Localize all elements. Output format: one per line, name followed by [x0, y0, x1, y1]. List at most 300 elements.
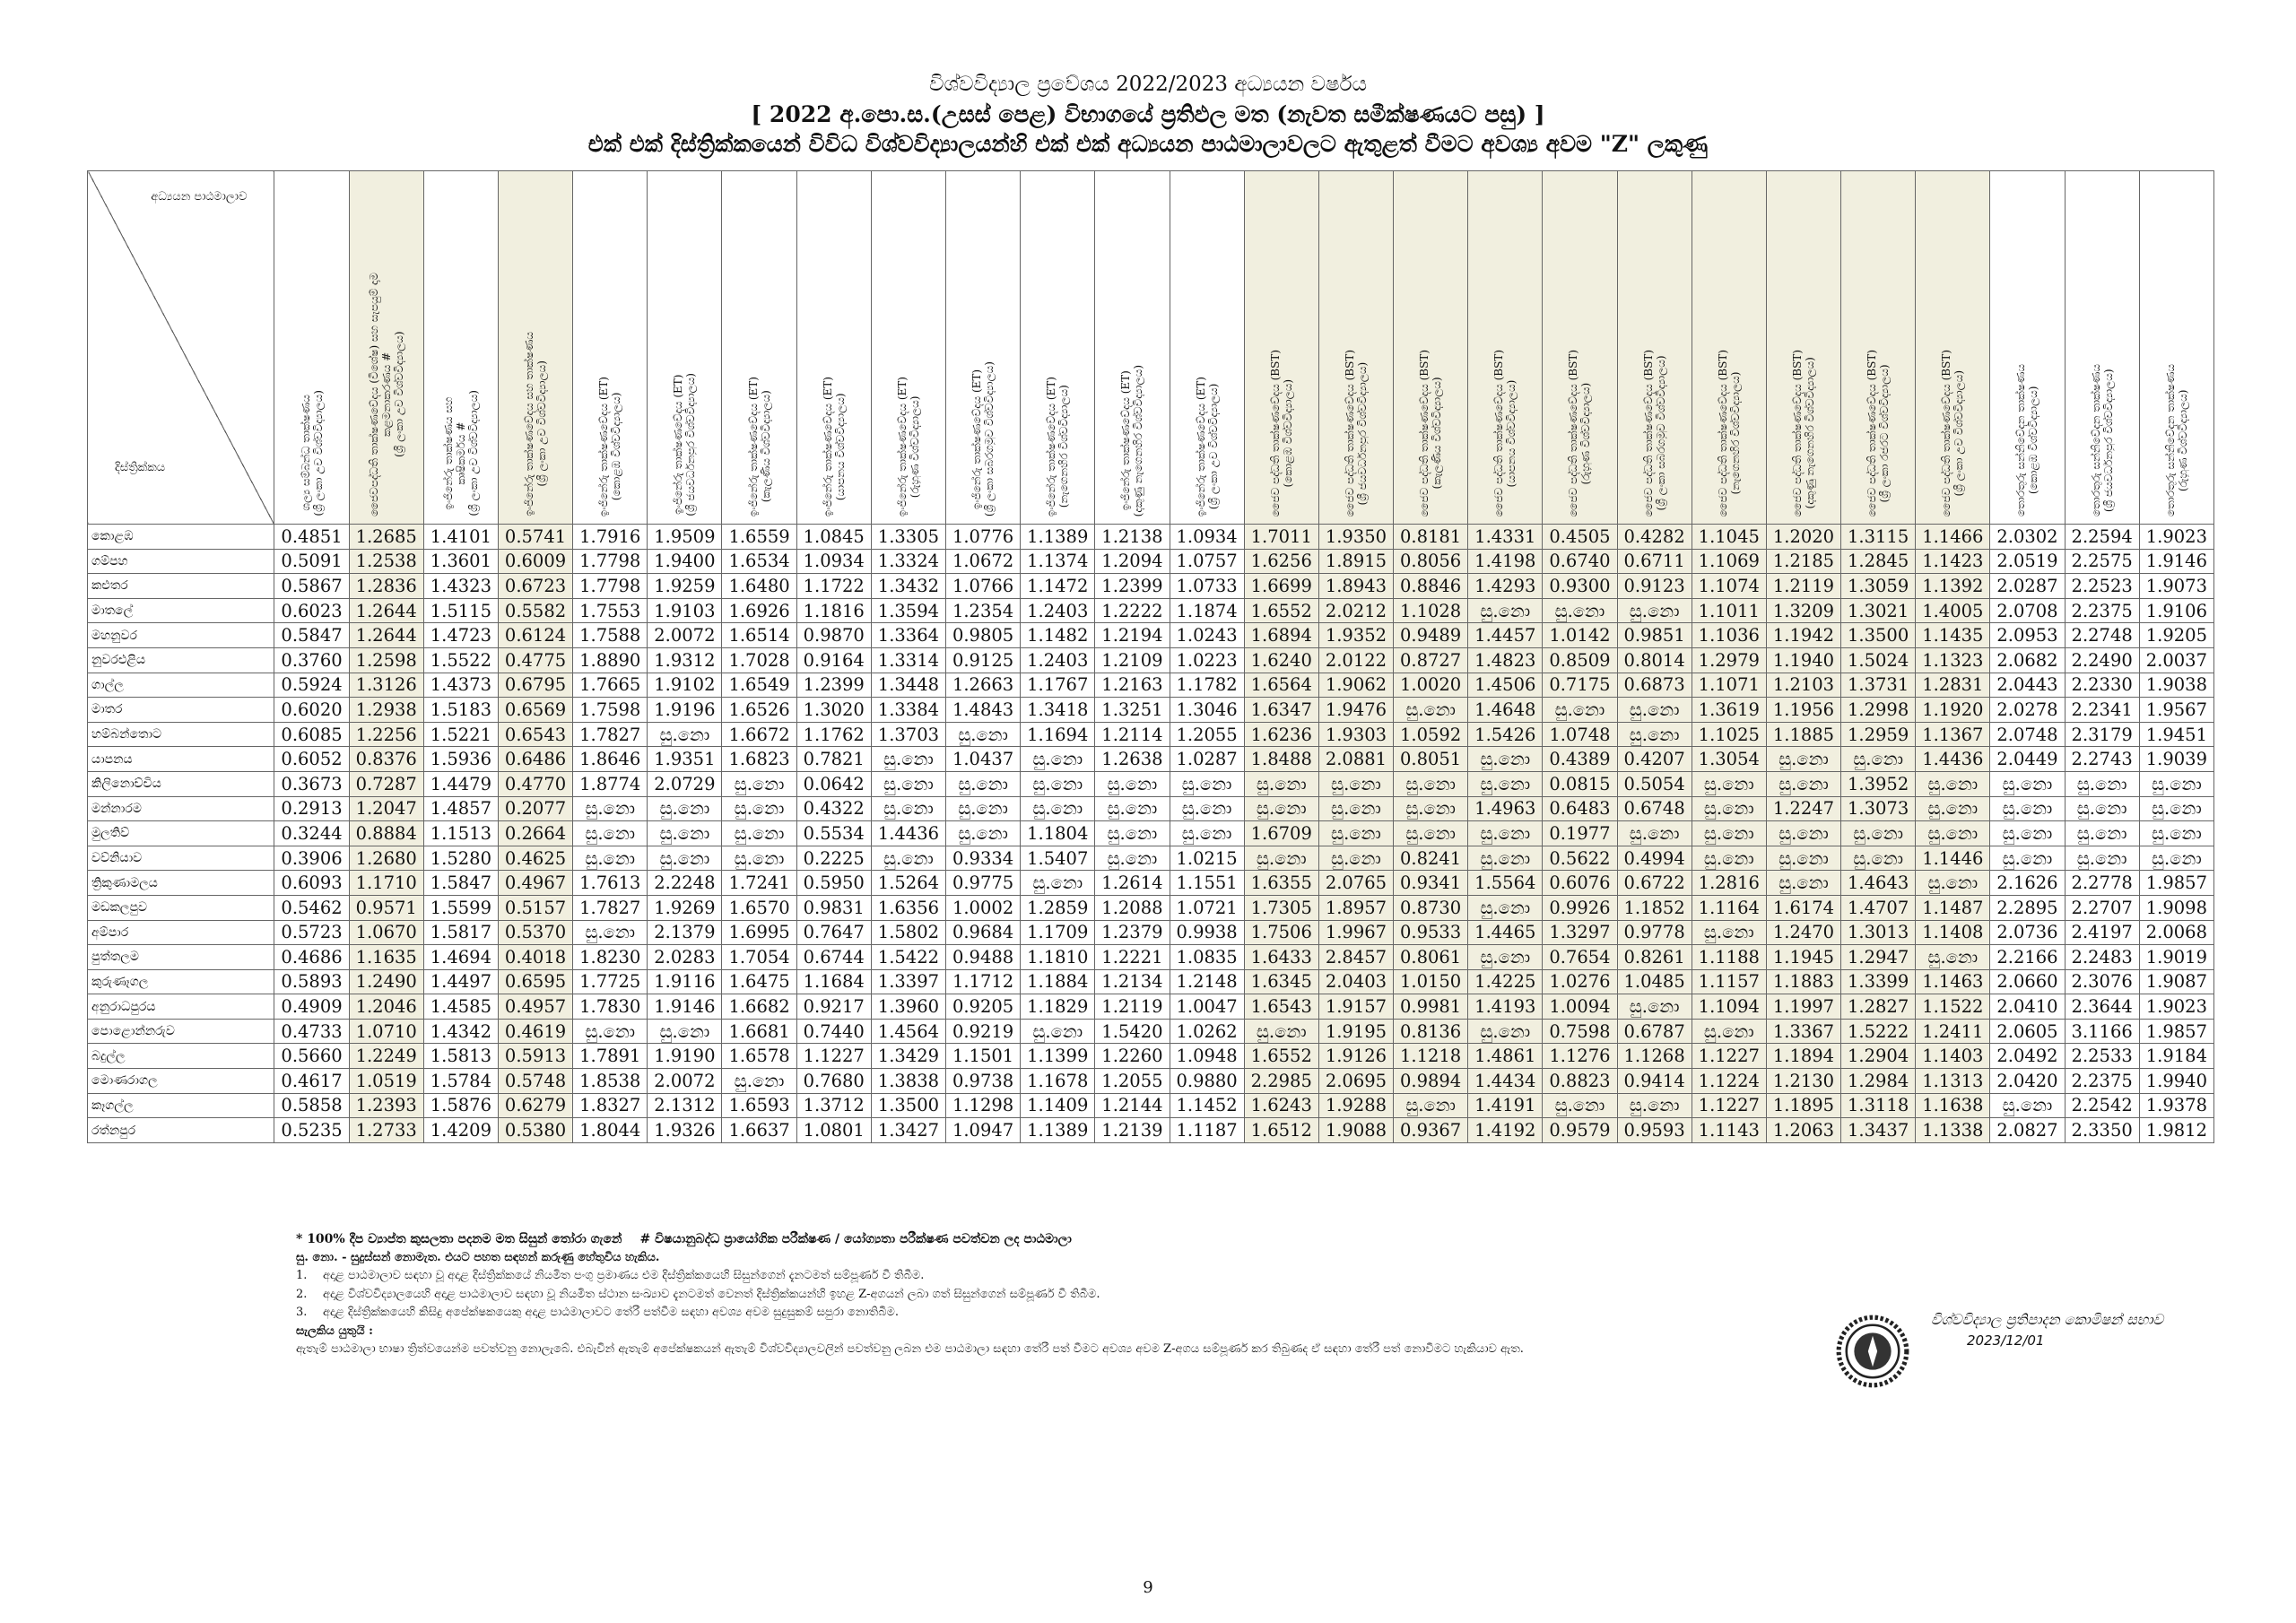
z-score-cell: 1.3384	[871, 698, 945, 723]
z-score-cell: 0.7175	[1543, 673, 1617, 698]
z-score-cell: 1.1157	[1692, 969, 1766, 994]
z-score-cell: 1.7506	[1244, 920, 1318, 945]
z-score-cell: 1.3448	[871, 673, 945, 698]
z-score-cell: 1.2403	[1021, 647, 1095, 673]
z-score-cell: 0.9533	[1394, 920, 1468, 945]
z-score-cell: 2.2375	[2065, 1069, 2139, 1094]
z-score-cell: 1.3324	[871, 549, 945, 574]
z-score-cell: 1.3838	[871, 1069, 945, 1094]
z-score-cell: සු.නො	[1766, 747, 1840, 772]
z-score-cell: 1.0934	[1170, 525, 1244, 550]
z-score-cell: 0.5950	[796, 871, 871, 896]
z-score-cell: 0.7821	[796, 747, 871, 772]
z-score-cell: 1.3418	[1021, 698, 1095, 723]
z-score-cell: 1.1920	[1916, 698, 1990, 723]
z-score-cell: 1.5426	[1468, 722, 1543, 747]
z-score-cell: 1.6514	[722, 623, 796, 648]
column-header-label: ජෛව පද්ධති තාක්ෂණවේදය (BST) (රුහුණ විශ්වවිද්‍යාලය)	[1567, 349, 1593, 516]
z-score-cell: සු.නො	[1617, 722, 1692, 747]
z-score-cell: සු.නො	[1990, 1093, 2065, 1118]
z-score-cell: 0.6711	[1617, 549, 1692, 574]
z-score-cell: 0.4207	[1617, 747, 1692, 772]
z-score-cell: සු.නො	[1841, 747, 1916, 772]
z-score-cell: 1.8230	[573, 945, 648, 970]
z-score-cell: සු.නො	[648, 821, 722, 846]
z-score-cell: 1.9352	[1318, 623, 1393, 648]
z-score-cell: 1.2831	[1916, 673, 1990, 698]
z-score-cell: සු.නො	[1692, 920, 1766, 945]
z-score-cell: 1.2163	[1095, 673, 1170, 698]
table-row	[88, 994, 2214, 1020]
z-score-cell: 1.4823	[1468, 647, 1543, 673]
z-score-cell: සු.නො	[1244, 1019, 1318, 1044]
z-score-cell: 1.9940	[2139, 1069, 2213, 1094]
z-score-cell: 1.2194	[1095, 623, 1170, 648]
column-header	[1692, 171, 1766, 525]
z-score-cell: 0.6124	[498, 623, 572, 648]
z-score-cell: 1.2393	[349, 1093, 423, 1118]
column-header	[871, 171, 945, 525]
z-score-cell: 1.4643	[1841, 871, 1916, 896]
z-score-cell: 1.2221	[1095, 945, 1170, 970]
z-score-cell: 1.0948	[1170, 1044, 1244, 1069]
column-header	[796, 171, 871, 525]
z-score-cell: 0.4625	[498, 846, 572, 871]
z-score-cell: 1.3500	[871, 1093, 945, 1118]
z-score-cell: 1.3432	[871, 574, 945, 599]
z-score-cell: 2.0410	[1990, 994, 2065, 1020]
z-score-cell: 2.2778	[2065, 871, 2139, 896]
z-score-cell: 2.0827	[1990, 1118, 2065, 1143]
z-score-cell: 1.9146	[648, 994, 722, 1020]
district-name: මඩකලපුව	[88, 895, 274, 920]
district-name: අනුරාධපුරය	[88, 994, 274, 1020]
z-score-cell: 1.5876	[423, 1093, 498, 1118]
z-score-cell: 1.2379	[1095, 920, 1170, 945]
z-score-cell: සු.නො	[1468, 821, 1543, 846]
z-score-cell: 2.2743	[2065, 747, 2139, 772]
z-score-cell: සු.නො	[945, 796, 1020, 821]
z-score-cell: 1.4434	[1468, 1069, 1543, 1094]
z-score-cell: 1.9190	[648, 1044, 722, 1069]
z-score-cell: 0.9926	[1543, 895, 1617, 920]
z-score-cell: 1.9400	[648, 549, 722, 574]
z-score-cell: 1.9312	[648, 647, 722, 673]
z-score-cell: 0.9938	[1170, 920, 1244, 945]
z-score-cell: 1.6256	[1244, 549, 1318, 574]
column-header	[1617, 171, 1692, 525]
z-score-cell: 1.5813	[423, 1044, 498, 1069]
z-score-cell: 1.1227	[1692, 1093, 1766, 1118]
z-score-cell: සු.නො	[573, 1019, 648, 1044]
z-score-cell: 1.1466	[1916, 525, 1990, 550]
table-row	[88, 574, 2214, 599]
z-score-cell: සු.නො	[1692, 821, 1766, 846]
z-score-cell: 0.8241	[1394, 846, 1468, 871]
z-score-cell: 1.0748	[1543, 722, 1617, 747]
z-score-cell: 1.1423	[1916, 549, 1990, 574]
z-score-cell: සු.නො	[1468, 945, 1543, 970]
column-header-label: ඉංජිනේරු තාක්ෂණවේදය (ET) (ශ්‍රී ලංකා උව විශ්වවිද්‍යාලය)	[1194, 376, 1220, 516]
z-score-cell: 1.8488	[1244, 747, 1318, 772]
z-score-cell: 0.7440	[796, 1019, 871, 1044]
z-score-cell: 1.1804	[1021, 821, 1095, 846]
z-score-cell: 1.6672	[722, 722, 796, 747]
z-score-cell: 2.0302	[1990, 525, 2065, 550]
z-score-cell: 0.4851	[274, 525, 349, 550]
z-score-cell: 1.6995	[722, 920, 796, 945]
z-score-cell: සු.නො	[722, 771, 796, 796]
column-header	[1841, 171, 1916, 525]
z-score-cell: 0.9164	[796, 647, 871, 673]
z-score-cell: 0.3673	[274, 771, 349, 796]
z-score-cell: 1.8890	[573, 647, 648, 673]
z-score-cell: 0.3906	[274, 846, 349, 871]
z-score-cell: 1.8943	[1318, 574, 1393, 599]
z-score-cell: 1.6347	[1244, 698, 1318, 723]
z-score-cell: 1.2222	[1095, 598, 1170, 623]
z-score-cell: 1.2947	[1841, 945, 1916, 970]
z-score-cell: 1.3118	[1841, 1093, 1916, 1118]
z-score-cell: 1.2470	[1766, 920, 1840, 945]
z-score-cell: 1.1069	[1692, 549, 1766, 574]
signature-block	[1816, 1311, 2193, 1410]
z-score-cell: 1.1709	[1021, 920, 1095, 945]
z-score-cell: 1.2119	[1095, 994, 1170, 1020]
z-score-cell: 2.0765	[1318, 871, 1393, 896]
z-score-cell: 1.7830	[573, 994, 648, 1020]
z-score-cell: 1.1218	[1394, 1044, 1468, 1069]
z-score-cell: 0.4018	[498, 945, 572, 970]
z-score-cell: සු.නො	[573, 846, 648, 871]
z-score-cell: 1.1313	[1916, 1069, 1990, 1094]
z-score-cell: 1.4479	[423, 771, 498, 796]
z-score-cell: 2.0660	[1990, 969, 2065, 994]
column-header	[1916, 171, 1990, 525]
z-score-cell: 1.4585	[423, 994, 498, 1020]
z-score-cell: සු.නො	[1916, 821, 1990, 846]
z-score-cell: 1.0845	[796, 525, 871, 550]
z-score-cell: 0.8051	[1394, 747, 1468, 772]
z-score-cell: 1.7798	[573, 574, 648, 599]
note-item: 2. අදාළ විශ්වවිද්‍යාලයෙහි අදාළ පාඨමාලාව සඳහා වූ නියමිත ස්ථාන සංඛ්‍යාව දැනටමත් වෙනත් දිස්ත්‍රික්කයන්හි ඉහළ Z-අගයන් ලබා ගත් සිසුන්ගෙන් සම්පූර්ණ වී තිබීම.	[296, 1287, 1100, 1301]
z-score-cell: 0.8056	[1394, 549, 1468, 574]
z-score-cell: 0.5748	[498, 1069, 572, 1094]
z-score-cell: 1.9196	[648, 698, 722, 723]
z-score-cell: 1.1522	[1916, 994, 1990, 1020]
z-score-cell: 1.4497	[423, 969, 498, 994]
z-score-cell: 0.9981	[1394, 994, 1468, 1020]
z-score-cell: 1.7613	[573, 871, 648, 896]
z-score-cell: 0.5091	[274, 549, 349, 574]
z-score-cell: 1.7305	[1244, 895, 1318, 920]
z-score-cell: 0.9125	[945, 647, 1020, 673]
column-header	[1021, 171, 1095, 525]
z-score-cell: 0.0815	[1543, 771, 1617, 796]
z-score-cell: 1.2020	[1766, 525, 1840, 550]
z-score-cell: 1.2088	[1095, 895, 1170, 920]
z-score-cell: 1.1399	[1021, 1044, 1095, 1069]
z-score-cell: 1.3367	[1766, 1019, 1840, 1044]
z-score-cell: 1.0485	[1617, 969, 1692, 994]
footnotes	[296, 1230, 1731, 1359]
z-score-cell: 1.3021	[1841, 598, 1916, 623]
z-score-cell: 0.4775	[498, 647, 572, 673]
z-score-cell: 1.2103	[1766, 673, 1840, 698]
district-name: ගම්පහ	[88, 549, 274, 574]
table-row	[88, 1044, 2214, 1069]
z-score-cell: 1.7553	[573, 598, 648, 623]
z-score-cell: සු.නො	[648, 1019, 722, 1044]
z-score-cell: 1.2663	[945, 673, 1020, 698]
column-header-label: තොරතුරු සන්නිවේදන තාක්ෂණය (ශ්‍රී ජයවර්ධනපුර විශ්වවිද්‍යාලය)	[2089, 363, 2115, 516]
district-name: කිලිනොච්චිය	[88, 771, 274, 796]
z-score-cell: සු.නො	[1468, 598, 1543, 623]
z-score-cell: සු.නො	[1021, 1019, 1095, 1044]
z-score-cell: 1.1164	[1692, 895, 1766, 920]
z-score-cell: 1.2134	[1095, 969, 1170, 994]
z-score-cell: 1.4331	[1468, 525, 1543, 550]
z-score-cell: සු.නො	[1318, 821, 1393, 846]
z-score-cell: 0.6569	[498, 698, 572, 723]
z-score-cell: 0.8061	[1394, 945, 1468, 970]
z-score-cell: 1.0672	[945, 549, 1020, 574]
z-score-cell: 1.1956	[1766, 698, 1840, 723]
z-score-cell: 1.5599	[423, 895, 498, 920]
z-score-cell: 1.0776	[945, 525, 1020, 550]
z-score-cell: 1.2185	[1766, 549, 1840, 574]
z-score-cell: 1.7798	[573, 549, 648, 574]
table-row	[88, 698, 2214, 723]
title-line-3: එක් එක් දිස්ත්‍රික්කයෙන් විවිධ විශ්වවිද්‍යාලයන්හි එක් එක් අධ්‍යයන පාඨමාලාවලට ඇතුළත් වීමට අවශ්‍ය අවම "Z" ලකුණු	[587, 131, 1709, 157]
z-score-cell: 2.3644	[2065, 994, 2139, 1020]
z-score-cell: 0.8846	[1394, 574, 1468, 599]
z-score-cell: 0.5924	[274, 673, 349, 698]
z-score-cell: 0.6483	[1543, 796, 1617, 821]
z-score-cell: 0.4389	[1543, 747, 1617, 772]
z-score-cell: 1.9351	[648, 747, 722, 772]
z-score-cell: සු.නො	[1692, 846, 1766, 871]
z-score-cell: 1.0721	[1170, 895, 1244, 920]
z-score-cell: සු.නො	[1394, 771, 1468, 796]
z-score-cell: 0.9341	[1394, 871, 1468, 896]
z-score-cell: 1.7891	[573, 1044, 648, 1069]
z-score-cell: 1.4209	[423, 1118, 498, 1143]
z-score-cell: 1.6534	[722, 549, 796, 574]
z-score-cell: 1.1143	[1692, 1118, 1766, 1143]
z-score-cell: සු.නො	[1990, 771, 2065, 796]
z-score-cell: 1.1276	[1543, 1044, 1617, 1069]
z-score-cell: 0.9880	[1170, 1069, 1244, 1094]
z-score-cell: 0.6795	[498, 673, 572, 698]
z-score-cell: 1.1684	[796, 969, 871, 994]
z-score-cell: 1.3054	[1692, 747, 1766, 772]
z-score-cell: 1.2139	[1095, 1118, 1170, 1143]
z-score-cell: සු.නො	[1692, 1019, 1766, 1044]
z-score-cell: 0.7287	[349, 771, 423, 796]
table-body	[88, 525, 2214, 1143]
z-score-cell: 1.0262	[1170, 1019, 1244, 1044]
z-score-cell: 2.2341	[2065, 698, 2139, 723]
z-score-cell: 0.9894	[1394, 1069, 1468, 1094]
z-score-cell: 1.5936	[423, 747, 498, 772]
z-score-cell: 1.8044	[573, 1118, 648, 1143]
table-row	[88, 920, 2214, 945]
z-score-cell: සු.නො	[871, 747, 945, 772]
z-score-cell: සු.නො	[1244, 796, 1318, 821]
z-score-cell: 1.2094	[1095, 549, 1170, 574]
z-score-cell: 1.4465	[1468, 920, 1543, 945]
z-score-cell: 1.9205	[2139, 623, 2213, 648]
z-score-cell: 1.8915	[1318, 549, 1393, 574]
signature-org: විශ්වවිද්‍යාල ප්‍රතිපාදන කොමිෂන් සභාව	[1931, 1311, 2164, 1328]
column-header	[945, 171, 1020, 525]
z-score-cell: 1.6559	[722, 525, 796, 550]
z-score-cell: 0.5157	[498, 895, 572, 920]
z-score-cell: සු.නො	[648, 796, 722, 821]
z-score-cell: 1.2399	[796, 673, 871, 698]
z-score-cell: 0.9593	[1617, 1118, 1692, 1143]
z-score-cell: 1.9812	[2139, 1118, 2213, 1143]
z-score-cell: 1.9073	[2139, 574, 2213, 599]
z-score-table	[87, 170, 2214, 1143]
z-score-cell: 2.2895	[1990, 895, 2065, 920]
z-score-cell: 0.4617	[274, 1069, 349, 1094]
z-score-cell: සු.නො	[1916, 796, 1990, 821]
z-score-cell: 1.2047	[349, 796, 423, 821]
column-header-label: ඉංජිනේරු තාක්ෂණවේදය (ET) (යාපනය විශ්වවිද්‍යාලය)	[821, 376, 847, 516]
z-score-cell: සු.නො	[1617, 598, 1692, 623]
z-score-cell: 1.6570	[722, 895, 796, 920]
z-score-cell: 1.6174	[1766, 895, 1840, 920]
district-name: ත්‍රිකුණාමලය	[88, 871, 274, 896]
z-score-cell: 1.4101	[423, 525, 498, 550]
z-score-cell: 1.8774	[573, 771, 648, 796]
z-score-cell: 1.2680	[349, 846, 423, 871]
z-score-cell: 1.1874	[1170, 598, 1244, 623]
z-score-cell: 1.5847	[423, 871, 498, 896]
z-score-cell: 1.6236	[1244, 722, 1318, 747]
remark-text: ඇතැම් පාඨමාලා භාෂා ත්‍රිත්වයෙන්ම පවත්වනු නොලැබේ. එබැවින් ඇතැම් අපේක්ෂකයන් ඇතැම් විශ්වවිද්‍යාලවලින් පවත්වනු ලබන එම පාඨමාලා සඳහා තේරී පත් වීමට අවශ්‍ය අවම Z-අගය සම්පූර්ණ කර තිබුණද ඒ සඳහා තේරී පත් නොවීමට හැකියාව ඇත.	[296, 1342, 1524, 1356]
z-score-cell: 1.3364	[871, 623, 945, 648]
z-score-cell: සු.නො	[945, 821, 1020, 846]
z-score-cell: සු.නො	[1617, 821, 1692, 846]
z-score-cell: 1.1710	[349, 871, 423, 896]
z-score-cell: 0.7654	[1543, 945, 1617, 970]
z-score-cell: 2.0682	[1990, 647, 2065, 673]
district-name: කොළඹ	[88, 525, 274, 550]
z-score-cell: 0.5370	[498, 920, 572, 945]
z-score-cell: 0.6093	[274, 871, 349, 896]
table-row	[88, 796, 2214, 821]
z-score-cell: 1.2055	[1095, 1069, 1170, 1094]
z-score-cell: 1.0766	[945, 574, 1020, 599]
z-score-cell: 1.3429	[871, 1044, 945, 1069]
z-score-cell: 1.1513	[423, 821, 498, 846]
z-score-cell: සු.නො	[1170, 771, 1244, 796]
z-score-cell: 1.2256	[349, 722, 423, 747]
z-score-cell: 1.1942	[1766, 623, 1840, 648]
z-score-cell: 1.4843	[945, 698, 1020, 723]
z-score-cell: 1.1694	[1021, 722, 1095, 747]
z-score-cell: 0.5235	[274, 1118, 349, 1143]
column-header	[1990, 171, 2065, 525]
z-score-cell: 0.6020	[274, 698, 349, 723]
z-score-cell: 1.5422	[871, 945, 945, 970]
z-score-cell: 1.9116	[648, 969, 722, 994]
z-score-cell: සු.නො	[1021, 871, 1095, 896]
z-score-cell: 1.2114	[1095, 722, 1170, 747]
z-score-cell: සු.නො	[1468, 747, 1543, 772]
z-score-cell: 0.9684	[945, 920, 1020, 945]
z-score-cell: 1.4694	[423, 945, 498, 970]
z-score-cell: 1.0947	[945, 1118, 1020, 1143]
z-score-cell: 1.6512	[1244, 1118, 1318, 1143]
z-score-cell: 1.2399	[1095, 574, 1170, 599]
table-row	[88, 623, 2214, 648]
z-score-cell: 1.1389	[1021, 1118, 1095, 1143]
z-score-cell: 2.0729	[648, 771, 722, 796]
z-score-cell: 2.2523	[2065, 574, 2139, 599]
district-name: මාතර	[88, 698, 274, 723]
z-score-cell: 1.6475	[722, 969, 796, 994]
z-score-cell: 1.1678	[1021, 1069, 1095, 1094]
table-row	[88, 1019, 2214, 1044]
z-score-cell: සු.නො	[945, 722, 1020, 747]
z-score-cell: 2.1312	[648, 1093, 722, 1118]
column-header	[1095, 171, 1170, 525]
z-score-cell: 2.3350	[2065, 1118, 2139, 1143]
z-score-cell: සු.නො	[1692, 796, 1766, 821]
z-score-cell: 1.1482	[1021, 623, 1095, 648]
column-header-label: ඉංජිනේරු තාක්ෂණවේදය (ET) (ශ්‍රී ජයවර්ධනපුර විශ්වවිද්‍යාලය)	[672, 373, 698, 516]
z-score-cell: 1.0287	[1170, 747, 1244, 772]
z-score-cell: 0.5582	[498, 598, 572, 623]
z-score-cell: 0.5847	[274, 623, 349, 648]
document-titles	[0, 70, 2296, 159]
z-score-cell: 1.5420	[1095, 1019, 1170, 1044]
z-score-cell: 2.0708	[1990, 598, 2065, 623]
z-score-cell: සු.නො	[722, 1069, 796, 1094]
z-score-cell: 1.2247	[1766, 796, 1840, 821]
z-score-cell: 1.6564	[1244, 673, 1318, 698]
z-score-cell: 1.0223	[1170, 647, 1244, 673]
remark-heading: සැලකිය යුතුයි :	[296, 1324, 373, 1338]
z-score-cell: 1.6480	[722, 574, 796, 599]
z-score-cell: සු.නො	[1766, 821, 1840, 846]
z-score-cell: 1.4436	[871, 821, 945, 846]
column-header-label: ජෛව පද්ධති තාක්ෂණවේදය (BST) (ශ්‍රී ජයවර්ධනපුර විශ්වවිද්‍යාලය)	[1343, 349, 1369, 516]
z-score-cell: 2.0449	[1990, 747, 2065, 772]
z-score-cell: සු.නො	[1916, 945, 1990, 970]
z-score-cell: 1.2249	[349, 1044, 423, 1069]
column-header-label: ශල්‍ය සම්බන්ධ තාක්ෂණය (ශ්‍රී ලංකා උව විශ්වවිද්‍යාලය)	[299, 390, 325, 516]
z-score-cell: 2.2542	[2065, 1093, 2139, 1118]
column-header-label: තොරතුරු සන්නිවේදන තාක්ෂණය (රුහුණ විශ්වවිද්‍යාලය)	[2163, 363, 2189, 516]
z-score-cell: 1.2979	[1692, 647, 1766, 673]
z-score-cell: 1.1025	[1692, 722, 1766, 747]
table-row	[88, 771, 2214, 796]
z-score-cell: සු.නො	[1617, 1093, 1692, 1118]
z-score-cell: 1.2046	[349, 994, 423, 1020]
z-score-cell: 2.0881	[1318, 747, 1393, 772]
z-score-cell: 1.3305	[871, 525, 945, 550]
z-score-cell: 2.0695	[1318, 1069, 1393, 1094]
z-score-cell: 0.6873	[1617, 673, 1692, 698]
z-score-cell: 1.1463	[1916, 969, 1990, 994]
z-score-cell: සු.නො	[1617, 698, 1692, 723]
z-score-cell: 1.3059	[1841, 574, 1916, 599]
